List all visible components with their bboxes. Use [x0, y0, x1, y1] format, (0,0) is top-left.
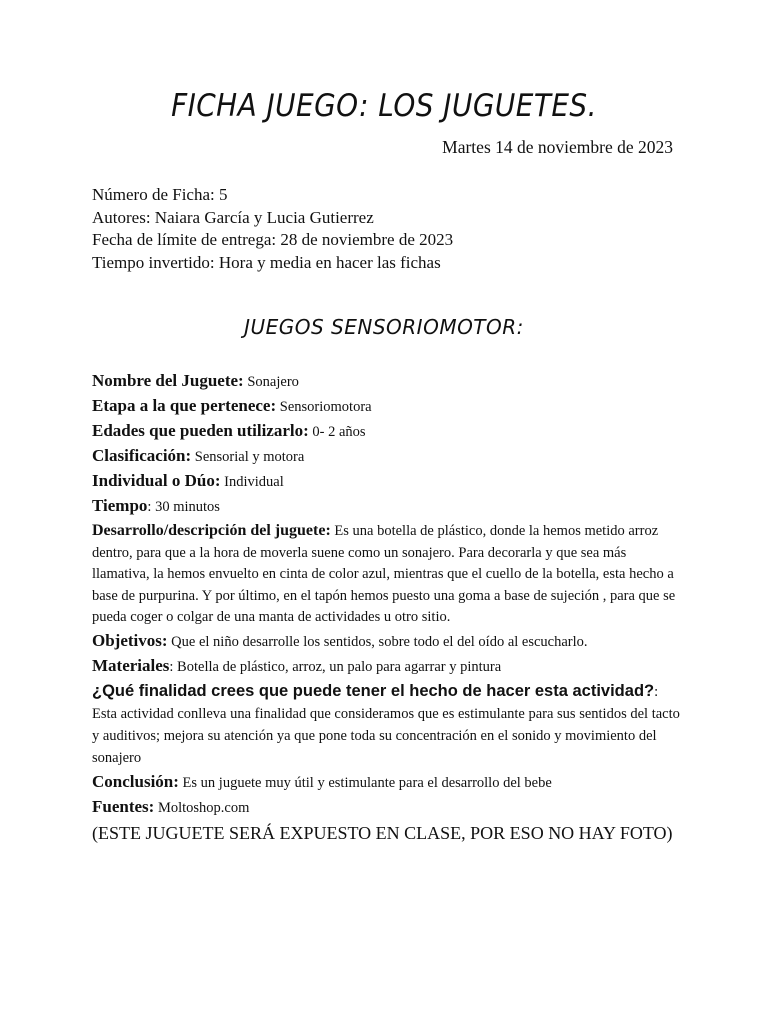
numero-ficha: Número de Ficha: 5	[92, 185, 228, 204]
field-value: Sensoriomotora	[276, 399, 372, 415]
field-label: ¿Qué finalidad crees que puede tener el hecho de hacer esta actividad?	[92, 681, 655, 700]
field-edades	[92, 419, 682, 444]
field-tiempo	[92, 494, 682, 519]
field-finalidad	[92, 680, 682, 769]
tiempo-invertido: Tiempo invertido: Hora y media en hacer las fichas	[92, 252, 441, 272]
fecha-limite: Fecha de límite de entrega: 28 de noviembre de 2023	[92, 230, 454, 249]
field-objetivos	[92, 629, 682, 654]
field-value: Es una botella de plástico, donde la hemos metido arroz dentro, para que a la hora de moverla suene como un sonajero. Para decorarla y que sea más llamativa, la hemos envuelto en cinta de color azul, mientras que el cuello de la botella, esta hecho a base de purpurina. Y por último, en el tapón hemos puesto una goma a base de sujeción , para que se pueda coger o colgar de una manta de actividades u otro sitio.	[92, 523, 676, 625]
field-value: 0- 2 años	[308, 424, 366, 440]
field-etapa	[92, 394, 682, 419]
field-label: Etapa a la que pertenece:	[92, 396, 277, 415]
field-label: Conclusión:	[92, 771, 179, 791]
field-value: Que el niño desarrolle los sentidos, sobre todo el del oído al escucharlo.	[167, 633, 588, 650]
photo-note: (ESTE JUGUETE SERÁ EXPUESTO EN CLASE, POR ESO NO HAY FOTO)	[92, 822, 673, 843]
field-label: Fuentes:	[92, 796, 155, 816]
field-label: Individual o Dúo:	[92, 471, 221, 490]
autores: Autores: Naiara García y Lucia Gutierrez	[92, 207, 374, 227]
field-materiales	[92, 654, 682, 679]
field-value: Sonajero	[243, 374, 299, 390]
field-value: Es un juguete muy útil y estimulante para el desarrollo del bebe	[178, 774, 552, 791]
field-individual	[92, 469, 682, 494]
toy-fields	[92, 369, 682, 845]
field-nombre	[92, 369, 682, 394]
field-value: : Esta actividad conlleva una finalidad que consideramos que es estimulante para sus sentidos del tacto y auditivos; mejora su atención ya que pone toda su concentración en el sonido y movimiento del sonajero	[92, 683, 680, 766]
field-fuentes	[92, 795, 682, 820]
field-label: Tiempo	[92, 496, 148, 515]
field-label: Edades que pueden utilizarlo:	[92, 421, 309, 440]
field-value: Sensorial y motora	[191, 449, 305, 465]
field-label: Nombre del Juguete:	[92, 371, 244, 390]
field-value: : Botella de plástico, arroz, un palo para agarrar y pintura	[169, 658, 502, 675]
field-desarrollo	[92, 520, 682, 629]
field-clasificacion	[92, 444, 682, 469]
field-value: : 30 minutos	[147, 499, 220, 515]
field-value: Moltoshop.com	[154, 799, 250, 816]
section-title: JUEGOS SENSORIOMOTOR:	[244, 315, 524, 339]
page-title: FICHA JUEGO: LOS JUGUETES.	[171, 88, 597, 124]
field-label: Materiales	[92, 655, 170, 675]
field-label: Desarrollo/descripción del juguete:	[92, 522, 331, 539]
meta-block	[92, 184, 453, 274]
field-label: Clasificación:	[92, 446, 192, 465]
document-date: Martes 14 de noviembre de 2023	[442, 137, 673, 157]
field-conclusion	[92, 770, 682, 795]
field-label: Objetivos:	[92, 630, 168, 650]
field-value: Individual	[220, 474, 284, 490]
